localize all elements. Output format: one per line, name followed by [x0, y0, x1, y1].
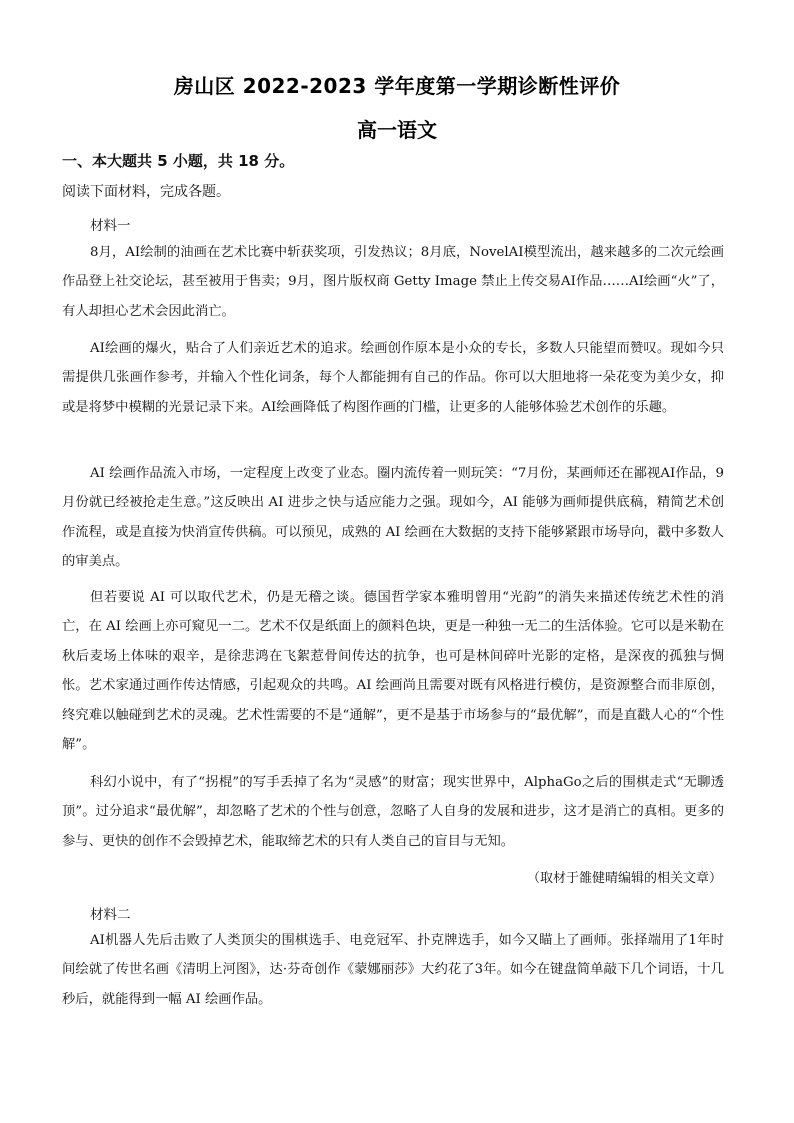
material-two-paragraph-1: AI机器人先后击败了人类顶尖的围棋选手、电竞冠军、扑克牌选手，如今又瞄上了画师。张择端用了1年时间绘就了传世名画《清明上河图》，达·芬奇创作《蒙娜丽莎》大约花了3年。如今在键盘简单敲下几个词语，十几秒后，就能得到一幅 AI 绘画作品。: [62, 933, 724, 1007]
material-one-paragraph-3: AI 绘画作品流入市场，一定程度上改变了业态。圈内流传着一则玩笑：“7月份，某画师还在鄙视AI作品，9月份就已经被抢走生意。”这反映出 AI 进步之快与适应能力之强。现如今，AI 能够为画师提供底稿，精简艺术创作流程，或是直接为快消宣传供稿。可以预见，成熟的 AI 绘画在大数据的支持下能够紧跟市场导向，戳中多数人的审美点。: [62, 466, 724, 570]
document-title: 房山区 2022-2023 学年度第一学期诊断性评价: [173, 74, 621, 98]
section-heading: 一、本大题共 5 小题，共 18 分。: [62, 152, 295, 170]
material-one-source: （取材于雒健晴编辑的相关文章）: [526, 871, 722, 886]
material-one-label: 材料一: [90, 218, 131, 234]
document-subtitle: 高一语文: [357, 118, 437, 142]
material-one-paragraph-4: 但若要说 AI 可以取代艺术，仍是无稽之谈。德国哲学家本雅明曾用“光韵”的消失来描述传统艺术性的消亡，在 AI 绘画上亦可窥见一二。艺术不仅是纸面上的颜料色块，更是一种独一无二的生活体验。它可以是米勒在秋后麦场上体味的艰辛，是徐悲鸿在飞絮惹骨间传达的抗争，也可是林间碎叶光影的定格，是深夜的孤独与惆怅。艺术家通过画作传达情感，引起观众的共鸣。AI 绘画尚且需要对既有风格进行模仿，是资源整合而非原创，终究难以触碰到艺术的灵魂。艺术性需要的不是“通解”，更不是基于市场参与的“最优解”，而是直戳人心的“个性解”。: [62, 590, 724, 753]
section-instruction: 阅读下面材料，完成各题。: [62, 184, 230, 200]
material-one-paragraph-5: 科幻小说中，有了“拐棍”的写手丢掉了名为“灵感”的财富；现实世界中，AlphaGo之后的围棋走式“无聊透顶”。过分追求“最优解”，却忽略了艺术的个性与创意，忽略了人自身的发展和进步，这才是消亡的真相。更多的参与、更快的创作不会毁掉艺术，能取缔艺术的只有人类自己的盲目与无知。: [62, 775, 724, 849]
material-two-label: 材料二: [90, 907, 131, 923]
material-one-paragraph-2: AI绘画的爆火，贴合了人们亲近艺术的追求。绘画创作原本是小众的专长，多数人只能望而赞叹。现如今只需提供几张画作参考，并输入个性化词条，每个人都能拥有自己的作品。你可以大胆地将一朵花变为美少女，抑或是将梦中模糊的光景记录下来。AI绘画降低了构图作画的门槛，让更多的人能够体验艺术创作的乐趣。: [62, 341, 724, 415]
material-one-paragraph-1: 8月，AI绘制的油画在艺术比赛中斩获奖项，引发热议；8月底，NovelAI模型流出，越来越多的二次元绘画作品登上社交论坛，甚至被用于售卖；9月，图片版权商 Getty Image 禁止上传交易AI作品……AI绘画“火”了，有人却担心艺术会因此消亡。: [62, 245, 724, 319]
